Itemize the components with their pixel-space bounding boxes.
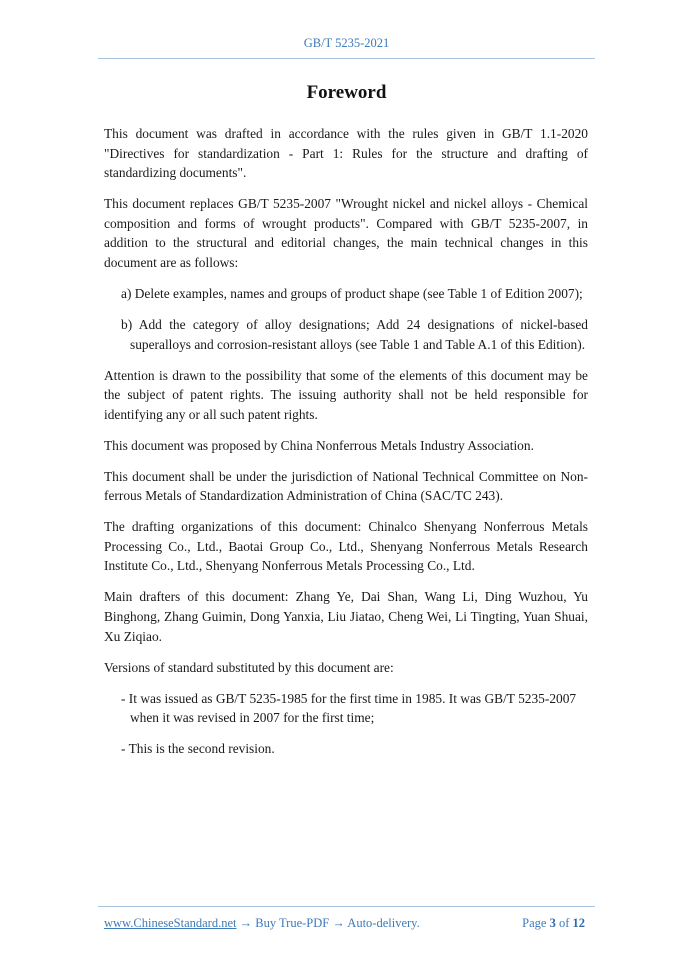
document-body (104, 124, 588, 770)
list-item-b: b) Add the category of alloy designations; Add 24 designations of nickel-based superalloys and corrosion-resistant alloys (see Table 1 and Table A.1 of this Edition). (121, 316, 588, 352)
page-label: Page (522, 916, 547, 930)
list-item-a: a) Delete examples, names and groups of product shape (see Table 1 of Edition 2007); (121, 285, 583, 301)
running-header: GB/T 5235-2021 (303, 36, 390, 50)
paragraph-proposed-by: This document was proposed by China Nonferrous Metals Industry Association. (104, 437, 534, 453)
paragraph-patent: Attention is drawn to the possibility that some of the elements of this document may be the subject of patent rights. The issuing authority shall not be held responsible for identifying any or all such patent rights. (104, 367, 588, 422)
paragraph-drafting-rules: This document was drafted in accordance with the rules given in GB/T 1.1-2020 "Directives for standardization - Part 1: Rules for the structure and drafting of standardizing documents". (104, 126, 588, 181)
version-item-1: - It was issued as GB/T 5235-1985 for the first time in 1985. It was GB/T 5235-2007 when it was revised in 2007 for the first time; (121, 690, 577, 726)
version-item-2: - This is the second revision. (121, 741, 275, 757)
footer-promo (104, 916, 420, 931)
promo-text: → Buy True-PDF → Auto-delivery. (236, 916, 420, 930)
paragraph-drafters: Main drafters of this document: Zhang Ye, Dai Shan, Wang Li, Ding Wuzhou, Yu Binghong, Zhang Guimin, Dong Yanxia, Liu Jiatao, Cheng Wei, Li Tingting, Yuan Shuai, Xu Ziqiao. (104, 589, 588, 644)
header-divider (98, 58, 595, 59)
paragraph-jurisdiction: This document shall be under the jurisdiction of National Technical Committee on Non-ferrous Metals of Standardization Administration of China (SAC/TC 243). (104, 468, 588, 504)
footer-divider (98, 906, 595, 907)
page-total: 12 (572, 916, 585, 930)
page-number (522, 916, 585, 931)
page-of: of (558, 916, 570, 930)
paragraph-versions: Versions of standard substituted by this document are: (104, 659, 394, 675)
paragraph-replaces: This document replaces GB/T 5235-2007 "Wrought nickel and nickel alloys - Chemical composition and forms of wrought products". Compared with GB/T 5235-2007, in addition to the structural and editorial changes, the main technical changes in this document are as follows: (104, 196, 588, 270)
page-title: Foreword (306, 82, 387, 103)
site-link[interactable]: www.ChineseStandard.net (104, 916, 237, 930)
paragraph-drafting-orgs: The drafting organizations of this document: Chinalco Shenyang Nonferrous Metals Processing Co., Ltd., Baotai Group Co., Ltd., Shenyang Nonferrous Metals Research Institute Co., Ltd., Shenyang Nonferrous Metals Processing Co., Ltd. (104, 519, 588, 574)
page-current: 3 (549, 916, 556, 930)
